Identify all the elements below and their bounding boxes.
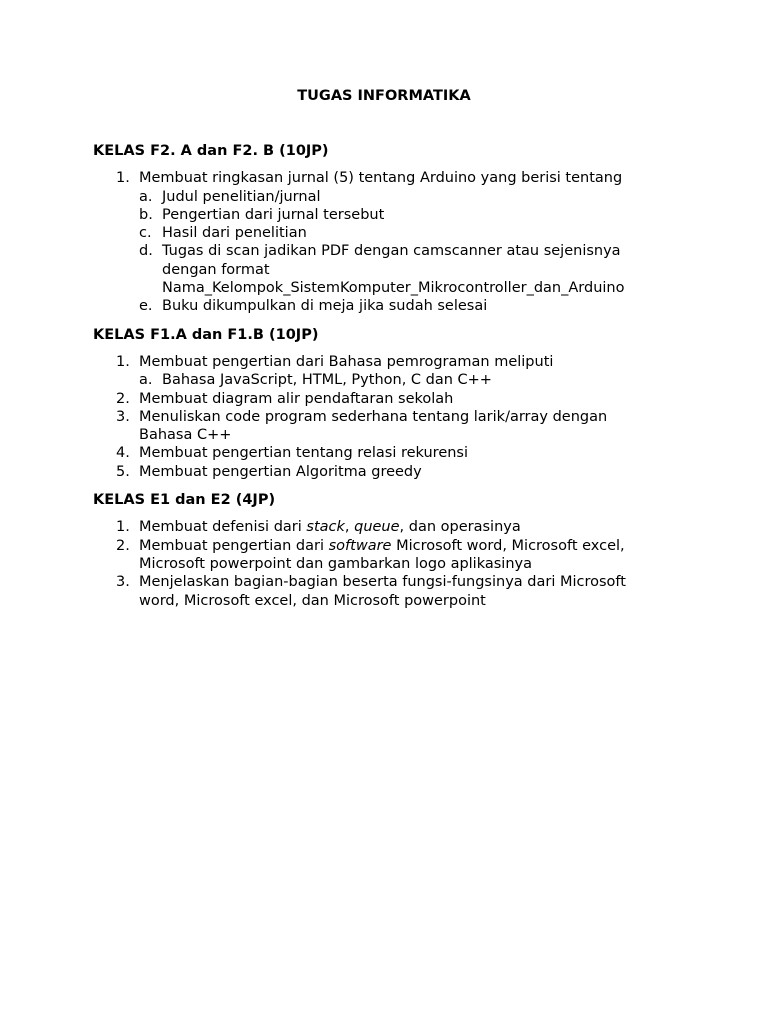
sub-item-text: Buku dikumpulkan di meja jika sudah selesai — [162, 298, 488, 315]
sub-item-text: Judul penelitian/jurnal — [162, 188, 321, 205]
list-item — [93, 463, 673, 481]
list-item-text-line1: Menuliskan code program sederhana tentang larik/array dengan — [139, 408, 608, 425]
sub-item-text: Hasil dari penelitian — [162, 225, 307, 242]
list-letter: b. — [139, 206, 153, 223]
sub-item-text-line2: dengan format — [162, 261, 270, 278]
task-list-f2 — [93, 169, 673, 315]
list-item-text-post: Microsoft word, Microsoft excel, — [391, 537, 625, 554]
list-letter: c. — [139, 225, 152, 242]
list-number: 3. — [116, 574, 130, 591]
list-item — [93, 573, 673, 610]
list-item-text-line2: word, Microsoft excel, dan Microsoft powerpoint — [139, 592, 486, 609]
document-title: TUGAS INFORMATIKA — [297, 88, 471, 104]
list-item-text: Membuat ringkasan jurnal (5) tentang Arduino yang berisi tentang — [139, 170, 623, 187]
list-item — [93, 518, 673, 536]
list-item-text-post: , dan operasinya — [399, 519, 521, 536]
sub-list-item — [139, 297, 673, 315]
list-item — [93, 353, 673, 390]
list-item-text-pre: Membuat defenisi dari — [139, 519, 307, 536]
section-heading-f2: KELAS F2. A dan F2. B (10JP) — [93, 143, 329, 159]
list-item-text-line1: Menjelaskan bagian-bagian beserta fungsi-fungsinya dari Microsoft — [139, 574, 626, 591]
list-number: 3. — [116, 408, 130, 425]
sub-list — [139, 371, 673, 389]
list-letter: a. — [139, 188, 153, 205]
list-number: 5. — [116, 463, 130, 480]
sub-list — [139, 188, 673, 316]
sub-list-item — [139, 224, 673, 242]
list-letter: a. — [139, 372, 153, 389]
list-number: 4. — [116, 445, 130, 462]
term-queue: queue — [354, 519, 400, 536]
sub-list-item — [139, 371, 673, 389]
document-body — [93, 142, 673, 610]
list-item-text: Membuat diagram alir pendaftaran sekolah — [139, 390, 454, 407]
list-number: 2. — [116, 390, 130, 407]
list-item-text-line2: Bahasa C++ — [139, 427, 232, 444]
list-letter: e. — [139, 298, 153, 315]
sub-item-text-line1: Tugas di scan jadikan PDF dengan camscanner atau sejenisnya — [162, 243, 621, 260]
list-item — [93, 169, 673, 315]
term-stack: stack — [306, 519, 345, 536]
list-item — [93, 408, 673, 445]
list-number: 1. — [116, 519, 130, 536]
task-list-f1 — [93, 353, 673, 481]
list-item — [93, 444, 673, 462]
list-item-text: Membuat pengertian tentang relasi rekurensi — [139, 445, 469, 462]
list-number: 2. — [116, 537, 130, 554]
sub-list-item — [139, 206, 673, 224]
list-item — [93, 537, 673, 574]
sub-list-item — [139, 188, 673, 206]
task-list-e — [93, 518, 673, 609]
list-item-text-pre: Membuat pengertian dari — [139, 537, 329, 554]
list-number: 1. — [116, 353, 130, 370]
sub-list-item — [139, 242, 673, 297]
sub-item-text: Pengertian dari jurnal tersebut — [162, 206, 385, 223]
sub-item-text: Bahasa JavaScript, HTML, Python, C dan C++ — [162, 372, 492, 389]
section-heading-f1: KELAS F1.A dan F1.B (10JP) — [93, 326, 319, 343]
list-number: 1. — [116, 170, 130, 187]
list-letter: d. — [139, 243, 153, 260]
list-item-text-line2: Microsoft powerpoint dan gambarkan logo aplikasinya — [139, 555, 532, 572]
list-item-text: Membuat pengertian dari Bahasa pemrograman meliputi — [139, 353, 554, 370]
list-item — [93, 390, 673, 408]
sub-item-text-line3: Nama_Kelompok_SistemKomputer_Mikrocontroller_dan_Arduino — [162, 280, 625, 297]
term-software: software — [328, 537, 392, 554]
section-heading-e: KELAS E1 dan E2 (4JP) — [93, 492, 276, 509]
list-item-text: Membuat pengertian Algoritma greedy — [139, 463, 422, 480]
list-item-text-mid: , — [344, 519, 355, 536]
